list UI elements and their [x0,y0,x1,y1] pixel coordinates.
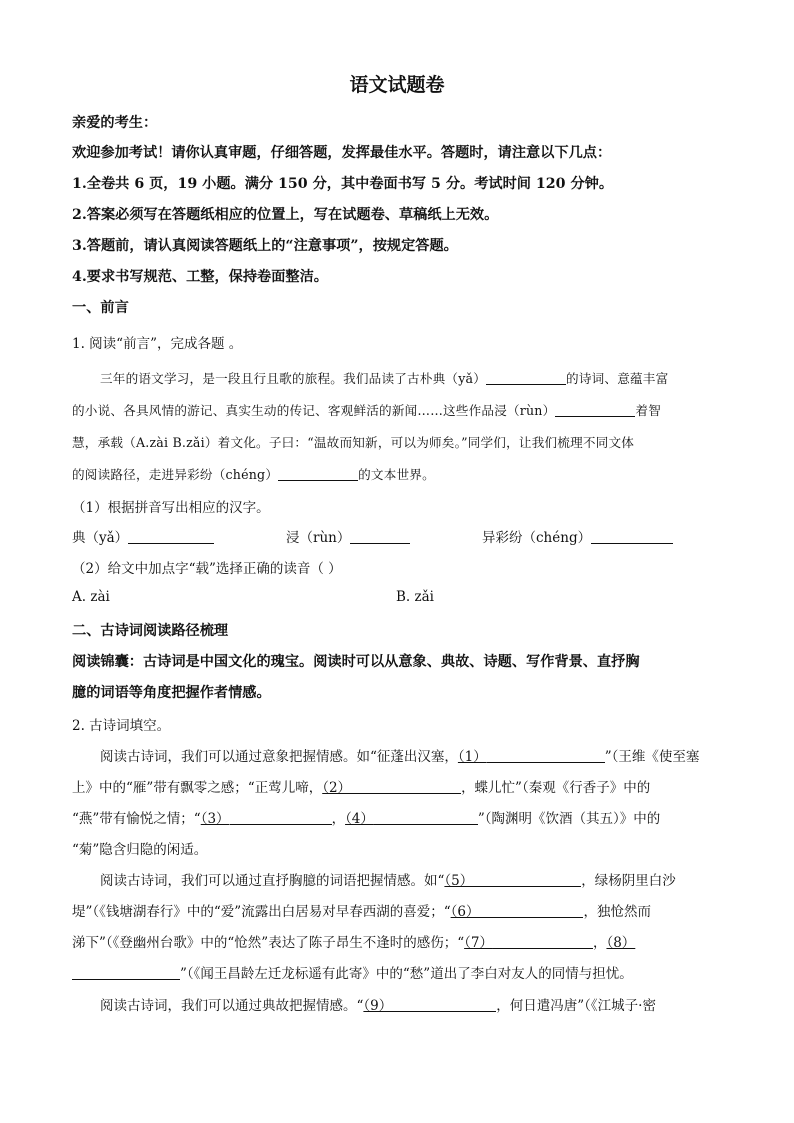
note-2: 2.答案必须写在答题纸相应的位置上，写在试题卷、草稿纸上无效。 [72,207,499,223]
answer-blank-2[interactable] [350,529,410,544]
paragraph-text: “燕”带有愉悦之情；“ [72,811,201,827]
paragraph-1-line-3 [72,807,660,827]
passage-text: 的文本世界。 [358,467,435,482]
paragraph-2-line-1 [100,869,676,889]
blank-number-4: （4） [345,811,374,827]
note-3: 3.答题前，请认真阅读答题纸上的“注意事项”，按规定答题。 [72,238,458,254]
pinyin-item-2 [286,526,410,546]
paragraph-3-line-1 [100,994,656,1014]
question-1-stem: 1. 阅读“前言”，完成各题 。 [72,336,243,352]
paragraph-text: ， [331,811,346,827]
blank-number-3: （3） [200,811,230,827]
blank-number-1: （1） [457,749,487,765]
option-b[interactable]: B. zǎi [396,589,434,605]
pinyin-item-1 [72,526,214,546]
blank-number-6: （6） [450,904,480,920]
passage-line-4 [72,464,435,483]
paragraph-text: ， [592,935,607,951]
pinyin-label: 典（yǎ） [72,530,129,546]
blank-number-7: （7） [464,935,493,951]
note-4: 4.要求书写规范、工整，保持卷面整洁。 [72,269,328,285]
answer-blank-3[interactable] [591,529,673,544]
blank-3[interactable] [230,810,332,825]
paragraph-text: 上》中的“雁”带有飘零之感；“正莺儿啼， [72,780,323,796]
paragraph-text: ，绿杨阴里白沙 [581,873,676,889]
passage-text: 的小说、各具风情的游记、真实生动的传记、客观鲜活的新闻……这些作品浸（rùn） [72,403,556,418]
blank-8[interactable] [72,965,180,980]
blank-number-5: （5） [444,873,474,889]
answer-blank-1[interactable] [128,529,214,544]
reading-tip-line-2: 臆的词语等角度把握作者情感。 [72,685,271,701]
pinyin-label: 异彩纷（chéng） [482,530,592,546]
paragraph-text: 阅读古诗词，我们可以通过典故把握情感。“ [100,998,364,1014]
page-title: 语文试题卷 [349,74,445,96]
paragraph-text: ，何日遣冯唐”（《江城子·密 [496,998,656,1014]
blank-2[interactable] [351,779,461,794]
paragraph-text: 涕下”（《登幽州台歌》中的“怆然”表达了陈子昂生不逢时的感伤；“ [72,935,465,951]
paragraph-text: ，蝶儿忙”（秦观《行香子》中的 [461,780,651,796]
paragraph-2-line-3 [72,931,635,951]
paragraph-text: 阅读古诗词，我们可以通过直抒胸臆的词语把握情感。如“ [100,873,445,889]
paragraph-text: ”（王维《使至塞 [604,749,700,765]
passage-line-1 [100,368,668,387]
paragraph-1-line-1 [100,745,699,765]
paragraph-text: 阅读古诗词，我们可以通过意象把握情感。如“征蓬出汉塞， [100,749,458,765]
blank-9[interactable] [392,997,496,1012]
paragraph-text: ”（《闻王昌龄左迁龙标遥有此寄》中的“愁”道出了李白对友人的同情与担忧。 [180,966,633,982]
blank-4[interactable] [374,810,478,825]
welcome-text: 欢迎参加考试！请你认真审题，仔细答题，发挥最佳水平。答题时，请注意以下几点： [72,145,612,161]
passage-text: 着智 [635,403,662,418]
blank-ya[interactable] [486,370,566,385]
blank-number-9: （9） [363,998,393,1014]
paragraph-text: 堤”（《钱塘湖春行》中的“爱”流露出白居易对早春西湖的喜爱；“ [72,904,451,920]
blank-6[interactable] [479,903,583,918]
blank-number-8: （8） [606,935,636,951]
passage-line-2 [72,400,661,419]
reading-tip-line-1: 阅读锦囊：古诗词是中国文化的瑰宝。阅读时可以从意象、典故、诗题、写作背景、直抒胸 [72,654,640,670]
paragraph-text: ，独怆然而 [583,904,651,920]
section-2-heading: 二、古诗词阅读路径梳理 [72,623,229,639]
blank-1[interactable] [487,748,605,763]
blank-cheng[interactable] [278,466,358,481]
sub-question-2: （2）给文中加点字“载”选择正确的读音（ ） [72,561,342,577]
paragraph-text: ”（陶渊明《饮酒（其五）》中的 [477,811,661,827]
greeting: 亲爱的考生： [72,115,158,131]
passage-line-3: 慧，承载（A.zài B.zǎi）着文化。子曰：“温故而知新，可以为师矣。”同学们，让我们梳理不同文体 [72,435,635,450]
blank-5[interactable] [473,872,581,887]
blank-run[interactable] [555,402,635,417]
blank-7[interactable] [493,934,593,949]
paragraph-2-line-2 [72,900,651,920]
paragraph-2-line-4 [72,962,633,982]
passage-text: 的诗词、意蕴丰富 [566,371,669,386]
sub-question-1: （1）根据拼音写出相应的汉字。 [72,500,270,516]
question-2-stem: 2. 古诗词填空。 [72,718,171,734]
pinyin-item-3 [482,526,673,546]
passage-text: 的阅读路径，走进异彩纷（chéng） [72,467,279,482]
pinyin-label: 浸（rùn） [286,530,351,546]
blank-number-2: （2） [322,780,352,796]
note-1: 1.全卷共 6 页，19 小题。满分 150 分，其中卷面书写 5 分。考试时间 120 分钟。 [72,176,614,192]
paragraph-1-line-4: “菊”隐含归隐的闲适。 [72,842,208,858]
option-a[interactable]: A. zài [72,589,110,605]
section-1-heading: 一、前言 [72,300,129,316]
passage-text: 三年的语文学习，是一段且行且歌的旅程。我们品读了古朴典（yǎ） [100,371,487,386]
paragraph-1-line-2 [72,776,650,796]
